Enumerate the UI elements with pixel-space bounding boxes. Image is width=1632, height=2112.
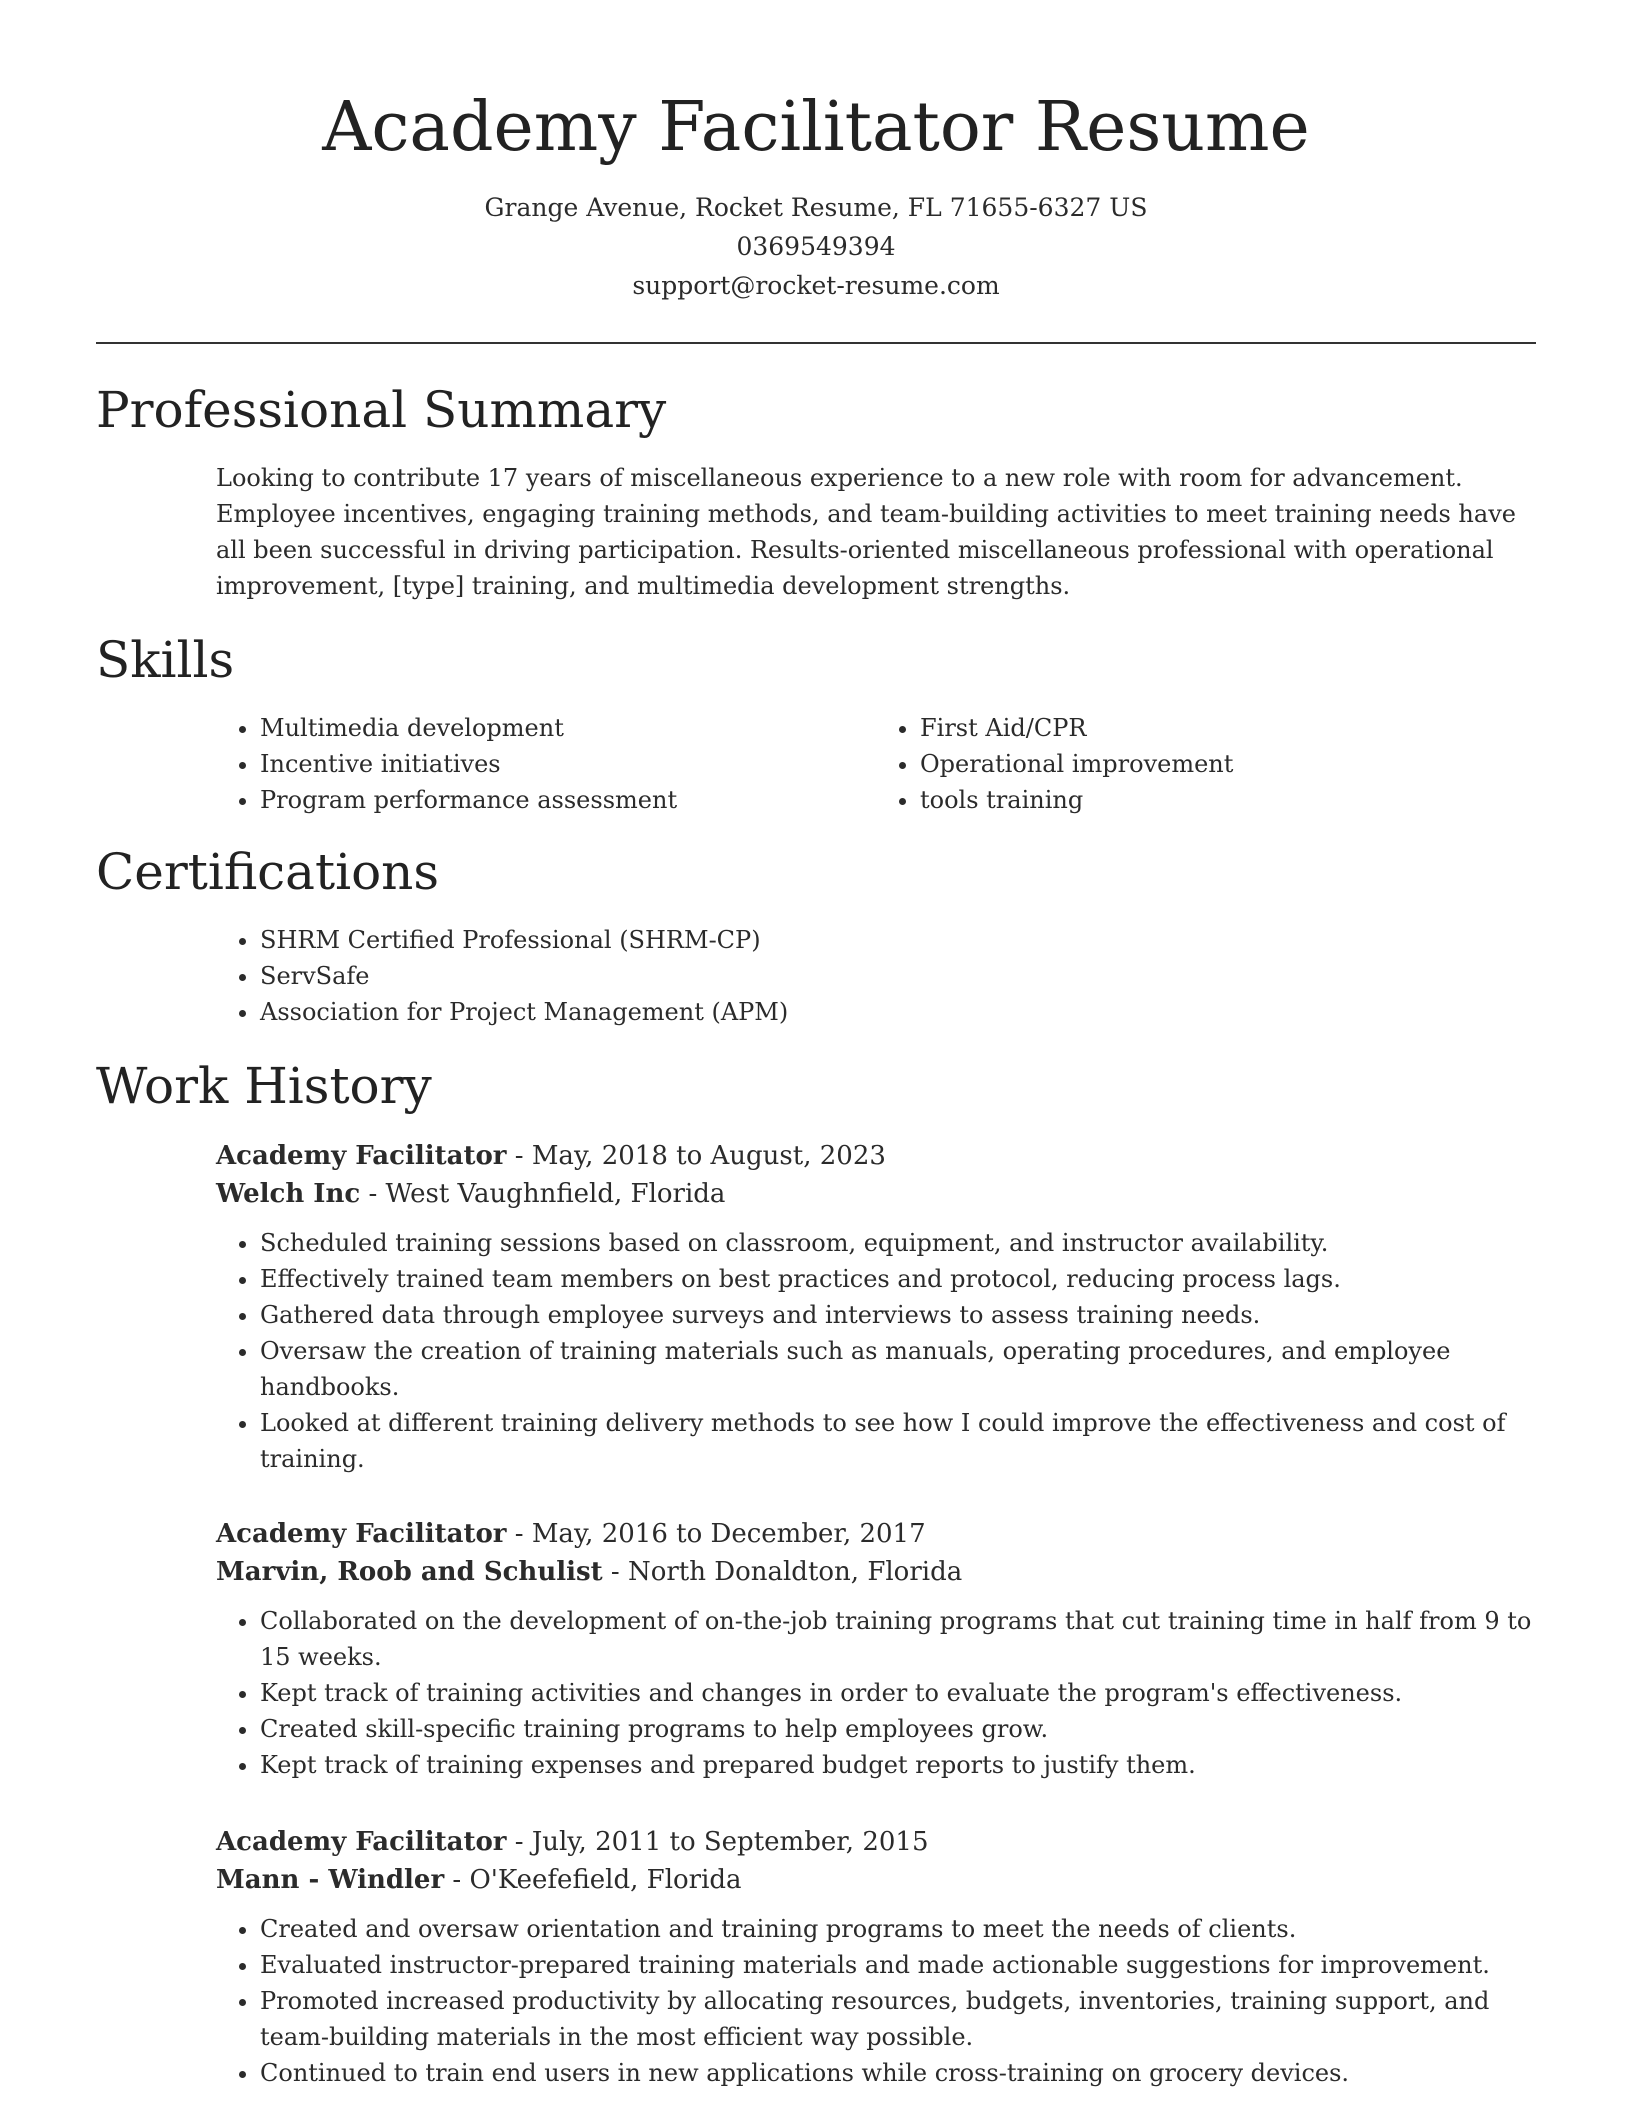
job-company-line [216,1553,1536,1591]
job-duties-list [216,1603,1536,1783]
job-duty: • Kept track of training activities and changes in order to evaluate the program's effectiveness. [260,1675,1536,1711]
job-duty: • Kept track of training expenses and prepared budget reports to justify them. [260,1747,1536,1783]
job-company: Marvin, Roob and Schulist [216,1557,603,1587]
certification-item: • SHRM Certified Professional (SHRM-CP) [260,922,1536,958]
job-duty: • Oversaw the creation of training materials such as manuals, operating procedures, and employee handbooks. [260,1333,1536,1405]
skills-list-right [876,710,1536,818]
contact-address: Grange Avenue, Rocket Resume, FL 71655-6327 US [484,193,1148,222]
job-entry [216,1823,1536,2091]
certifications-section [216,922,1536,1030]
job-duty: • Looked at different training delivery methods to see how I could improve the effectiveness and cost of training. [260,1405,1536,1477]
job-duty: • Effectively trained team members on best practices and protocol, reducing process lags. [260,1261,1536,1297]
summary-section [216,460,1536,604]
certification-item: • Association for Project Management (APM) [260,994,1536,1030]
job-entry [216,1137,1536,1477]
job-duties-list [216,1911,1536,2091]
skill-item: • Operational improvement [920,746,1536,782]
skills-list-left [216,710,876,818]
job-company-line [216,1175,1536,1213]
contact-phone: 0369549394 [736,232,896,261]
skill-item: • tools training [920,782,1536,818]
job-duties-list [216,1225,1536,1477]
job-duty: • Created and oversaw orientation and training programs to meet the needs of clients. [260,1911,1536,1947]
page-title: Academy Facilitator Resume [322,88,1310,167]
skills-heading: Skills [96,631,235,689]
job-duty: • Evaluated instructor-prepared training materials and made actionable suggestions for improvement. [260,1947,1536,1983]
contact-email: support@rocket-resume.com [632,271,1000,300]
job-dates: - July, 2011 to September, 2015 [506,1827,929,1857]
job-title: Academy Facilitator [216,1827,507,1857]
job-location: - O'Keefefield, Florida [444,1865,742,1895]
certifications-list [216,922,1536,1030]
skill-item: • Multimedia development [260,710,876,746]
job-duty: • Continued to train end users in new applications while cross-training on grocery devices. [260,2055,1536,2091]
job-dates: - May, 2016 to December, 2017 [506,1519,926,1549]
job-title: Academy Facilitator [216,1519,507,1549]
job-company: Mann - Windler [216,1865,445,1895]
work-history-heading: Work History [96,1057,432,1115]
certification-item: • ServSafe [260,958,1536,994]
job-location: - North Donaldton, Florida [602,1557,963,1587]
certifications-heading: Certifications [96,843,440,901]
skill-item: • Program performance assessment [260,782,876,818]
job-company: Welch Inc [216,1179,361,1209]
job-entry [216,1515,1536,1783]
job-dates: - May, 2018 to August, 2023 [506,1141,886,1171]
job-title-line [216,1515,1536,1553]
job-duty: • Created skill-specific training programs to help employees grow. [260,1711,1536,1747]
contact-info [0,188,1632,305]
job-duty: • Scheduled training sessions based on classroom, equipment, and instructor availability. [260,1225,1536,1261]
job-title-line [216,1823,1536,1861]
job-company-line [216,1861,1536,1899]
skills-section [216,710,1536,818]
job-duty: • Gathered data through employee surveys and interviews to assess training needs. [260,1297,1536,1333]
skill-item: • Incentive initiatives [260,746,876,782]
skill-item: • First Aid/CPR [920,710,1536,746]
header-divider [96,342,1536,344]
summary-heading: Professional Summary [96,381,667,439]
resume-header [0,84,1632,305]
summary-text: Looking to contribute 17 years of miscellaneous experience to a new role with room for advancement. Employee incentives, engaging training methods, and team-building activities to meet training needs have all been successful in driving participation. Results-oriented miscellaneous professional with operational improvement, [type] training, and multimedia development strengths. [216,464,1516,600]
job-location: - West Vaughnfield, Florida [360,1179,726,1209]
job-title: Academy Facilitator [216,1141,507,1171]
job-duty: • Promoted increased productivity by allocating resources, budgets, inventories, training support, and team-building materials in the most efficient way possible. [260,1983,1536,2055]
job-title-line [216,1137,1536,1175]
job-duty: • Collaborated on the development of on-the-job training programs that cut training time in half from 9 to 15 weeks. [260,1603,1536,1675]
